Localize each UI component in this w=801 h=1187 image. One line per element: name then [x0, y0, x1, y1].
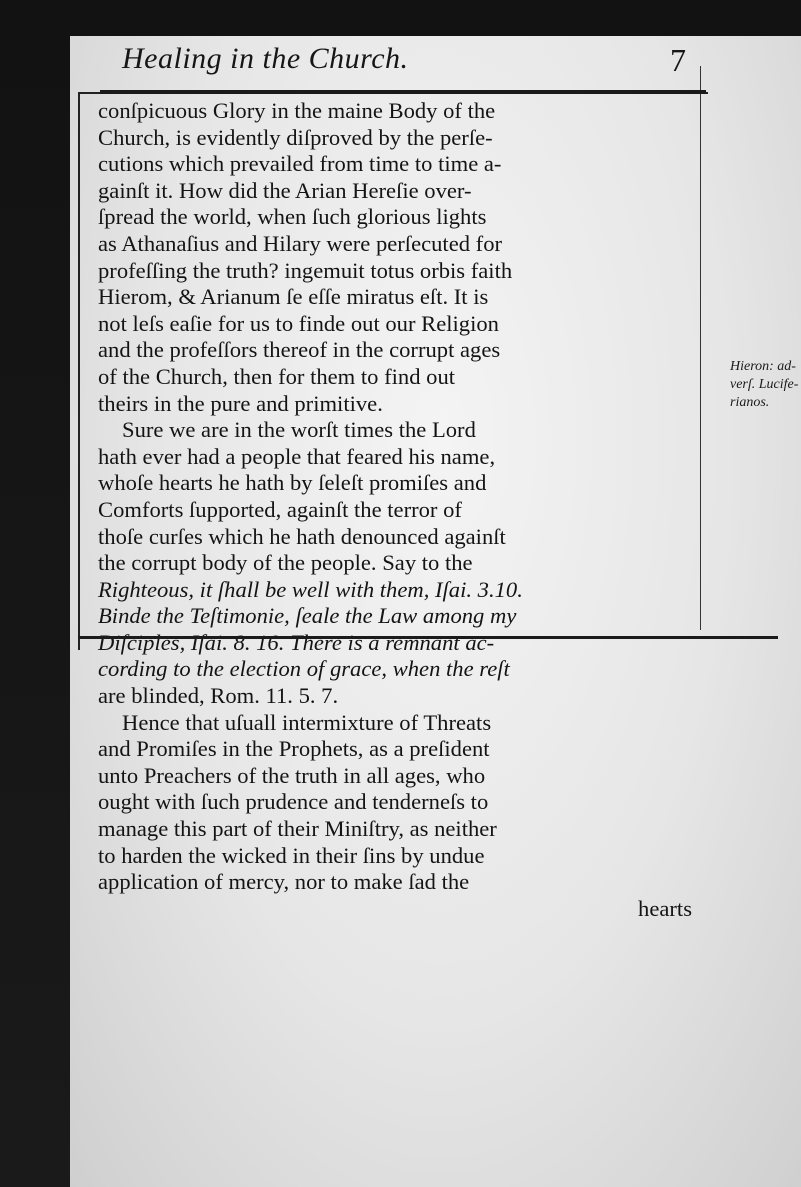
scripture-line: Binde the Teſtimonie, ſeale the Law among my	[98, 603, 517, 629]
scripture-line: Diſciples, Iſai. 8. 16. There is a remnant ac-	[98, 629, 495, 655]
text-line: not leſs eaſie for us to finde out our Religion	[98, 310, 499, 336]
page-border-right	[700, 66, 701, 630]
scripture-line: Righteous, it ſhall be well with them, Iſai. 3.10.	[98, 576, 523, 602]
page-number: 7	[670, 42, 686, 78]
text-line: cutions which prevailed from time to time a-	[98, 151, 502, 177]
marginal-line: verſ. Lucife-	[730, 377, 799, 392]
text-line: profeſſing the truth? ingemuit totus orbis faith	[98, 257, 513, 283]
paragraph-start-line: Hence that uſuall intermixture of Threats	[122, 709, 492, 735]
scripture-line: cording to the election of grace, when the reſt	[98, 656, 510, 682]
text-line: manage this part of their Miniſtry, as neither	[98, 816, 497, 842]
catchword: hearts	[638, 895, 692, 921]
text-line: the corrupt body of the people. Say to the	[98, 550, 473, 576]
marginal-line: Hieron: ad-	[730, 359, 796, 374]
marginal-note	[730, 358, 801, 412]
main-text-block	[98, 98, 698, 922]
text-line: and Promiſes in the Prophets, as a preſident	[98, 736, 490, 762]
text-line: ſpread the world, when ſuch glorious lights	[98, 204, 487, 230]
marginal-line: rianos.	[730, 395, 770, 410]
book-page	[70, 36, 801, 1187]
text-line: as Athanaſius and Hilary were perſecuted for	[98, 230, 503, 256]
text-line: unto Preachers of the truth in all ages, who	[98, 762, 486, 788]
running-head: Healing in the Church.	[122, 42, 409, 75]
text-line: gainſt it. How did the Arian Hereſie over-	[98, 177, 472, 203]
text-line: hath ever had a people that feared his name,	[98, 443, 496, 469]
page-header	[70, 36, 710, 96]
text-line: Church, is evidently diſproved by the perſe-	[98, 124, 493, 150]
text-line: and the profeſſors thereof in the corrupt ages	[98, 337, 501, 363]
text-line: conſpicuous Glory in the maine Body of the	[98, 98, 496, 123]
text-line: theirs in the pure and primitive.	[98, 390, 383, 416]
bottom-rule	[78, 636, 778, 639]
text-line: Hierom, & Arianum ſe eſſe miratus eſt. It is	[98, 284, 489, 310]
text-line: are blinded, Rom. 11. 5. 7.	[98, 683, 339, 709]
text-line: whoſe hearts he hath by ſeleſt promiſes and	[98, 470, 487, 496]
text-line: Comforts ſupported, againſt the terror of	[98, 496, 462, 522]
paragraph-start-line: Sure we are in the worſt times the Lord	[122, 417, 476, 443]
header-rule	[100, 90, 706, 94]
text-line: thoſe curſes which he hath denounced againſt	[98, 523, 506, 549]
text-line: ought with ſuch prudence and tenderneſs to	[98, 789, 489, 815]
text-line: to harden the wicked in their ſins by undue	[98, 842, 485, 868]
text-line: of the Church, then for them to find out	[98, 363, 456, 389]
text-line: application of mercy, nor to make ſad the	[98, 869, 470, 895]
